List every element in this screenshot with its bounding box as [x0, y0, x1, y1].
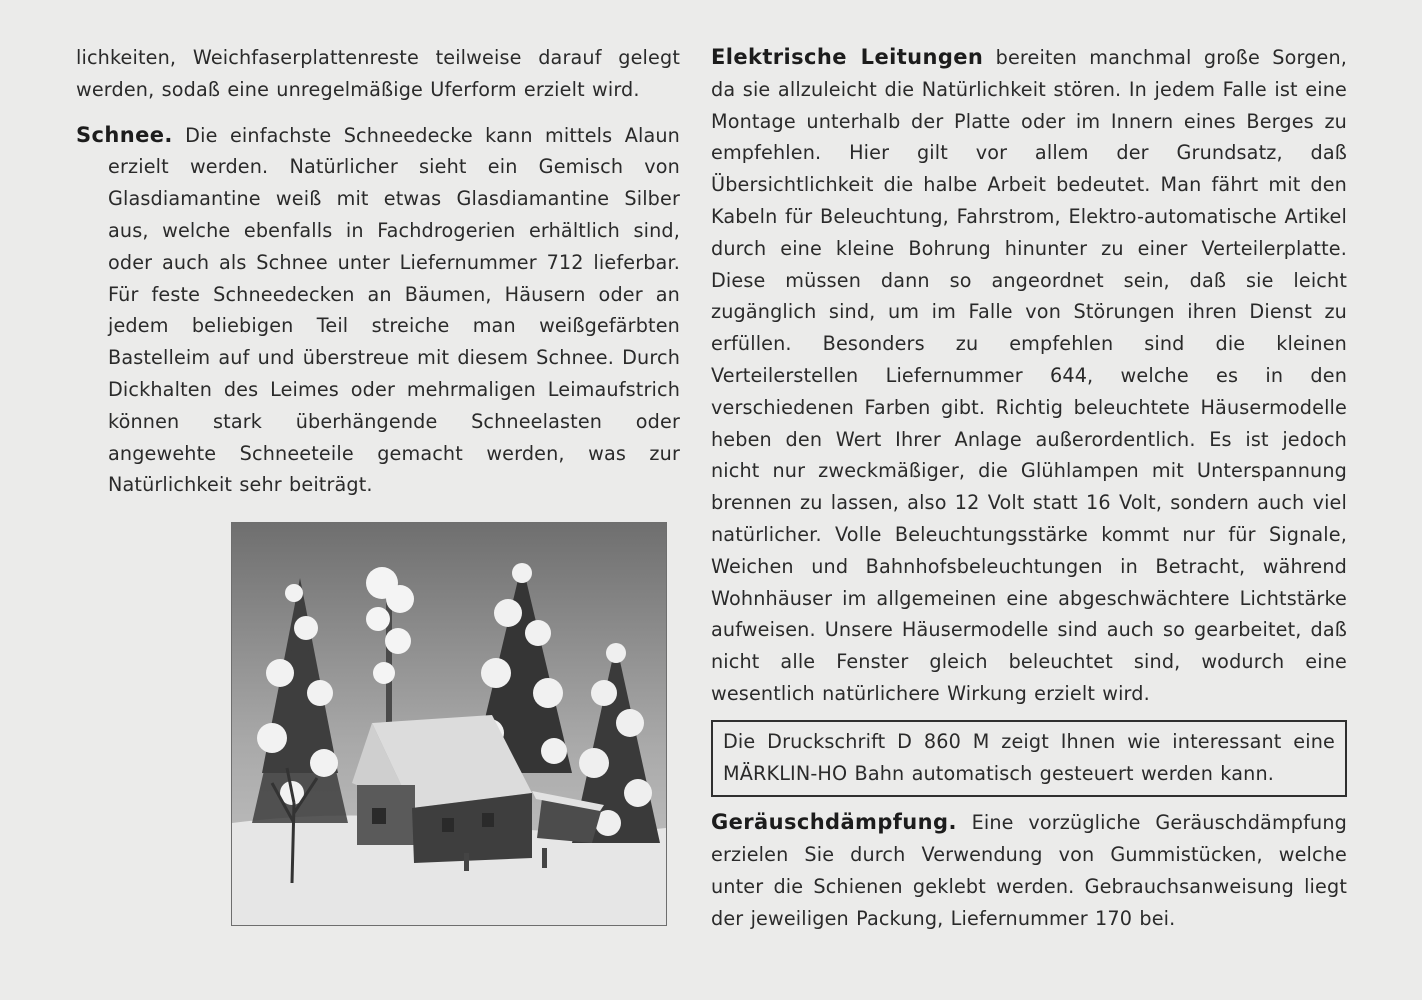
leitungen-body: bereiten manchmal große Sorgen, da sie allzuleicht die Natürlichkeit stören. In jedem Falle ist eine Montage unterhalb der Platte oder im Innern eines Berges zu empfehlen. Hier gilt vor allem der Grundsatz, daß Übersichtlichkeit die halbe Arbeit bedeutet. Man fährt mit den Kabeln für Beleuchtung, Fahrstrom, Elektro-automatische Artikel durch eine kleine Bohrung hinunter zu einer Verteilerplatte. Diese müssen dann so angeordnet sein, daß sie leicht zugänglich sind, um im Falle von Störungen ihren Dienst zu erfüllen. Besonders zu empfehlen sind die kleinen Verteilerstellen Liefernummer 644, welche es in den verschiedenen Farben gibt. Richtig beleuchtete Häusermodelle heben den Wert Ihrer Anlage außerordentlich. Es ist jedoch nicht nur zweckmäßiger, die Glühlampen mit Unterspannung brennen zu lassen, also 12 Volt statt 16 Volt, sondern auch viel natürlicher. Volle Beleuchtungsstärke kommt nur für Signale, Weichen und Bahnhofsbeleuchtungen in Betracht, während Wohnhäuser im allgemeinen eine abgeschwächtere Lichtstärke aufweisen. Unsere Häusermodelle sind auch so gearbeitet, daß nicht alle Fenster gleich beleuchtet sind, wodurch eine wesentlich natürlichere Wirkung erzielt wird. — [711, 46, 1348, 705]
notice-box — [711, 720, 1347, 798]
right-column — [711, 42, 1347, 935]
daempfung-heading: Geräuschdämpfung. — [711, 810, 957, 835]
notice-text: Die Druckschrift D 860 M zeigt Ihnen wie interessant eine MÄRKLIN-HO Bahn automatisch gesteuert werden kann. — [723, 729, 1335, 785]
daempfung-body: Eine vorzügliche Geräuschdämpfung erzielen Sie durch Verwendung von Gummistücken, welche unter die Schienen geklebt werden. Gebrauchsanweisung liegt der jeweiligen Packung, Liefernummer 170 bei. — [711, 811, 1347, 930]
daempfung-paragraph — [711, 807, 1347, 934]
snow-scene-illustration — [232, 523, 666, 925]
leitungen-heading: Elektrische Leitungen — [711, 45, 984, 69]
schnee-paragraph — [76, 120, 680, 502]
continuation-paragraph: lichkeiten, Weichfaserplattenreste teilweise darauf gelegt werden, sodaß eine unregelmäßige Uferform erzielt wird. — [76, 46, 680, 101]
left-column — [76, 42, 680, 501]
leitungen-paragraph — [711, 42, 1347, 710]
snow-scene-photo — [231, 522, 667, 926]
schnee-heading: Schnee. — [76, 122, 173, 147]
schnee-body: Die einfachste Schneedecke kann mittels Alaun erzielt werden. Natürlicher sieht ein Gemisch von Glasdiamantine weiß mit etwas Glasdiamantine Silber aus, welche ebenfalls in Fachdrogerien erhältlich sind, oder auch als Schnee unter Liefernummer 712 lieferbar. Für feste Schneedecken an Bäumen, Häusern oder an jedem beliebigen Teil streiche man weißgefärbten Bastelleim auf und überstreue mit diesem Schnee. Durch Dickhalten des Leimes oder mehrmaligen Leimaufstrich können stark überhängende Schneelasten oder angewehte Schneeteile gemacht werden, was zur Natürlichkeit sehr beiträgt. — [108, 123, 680, 497]
